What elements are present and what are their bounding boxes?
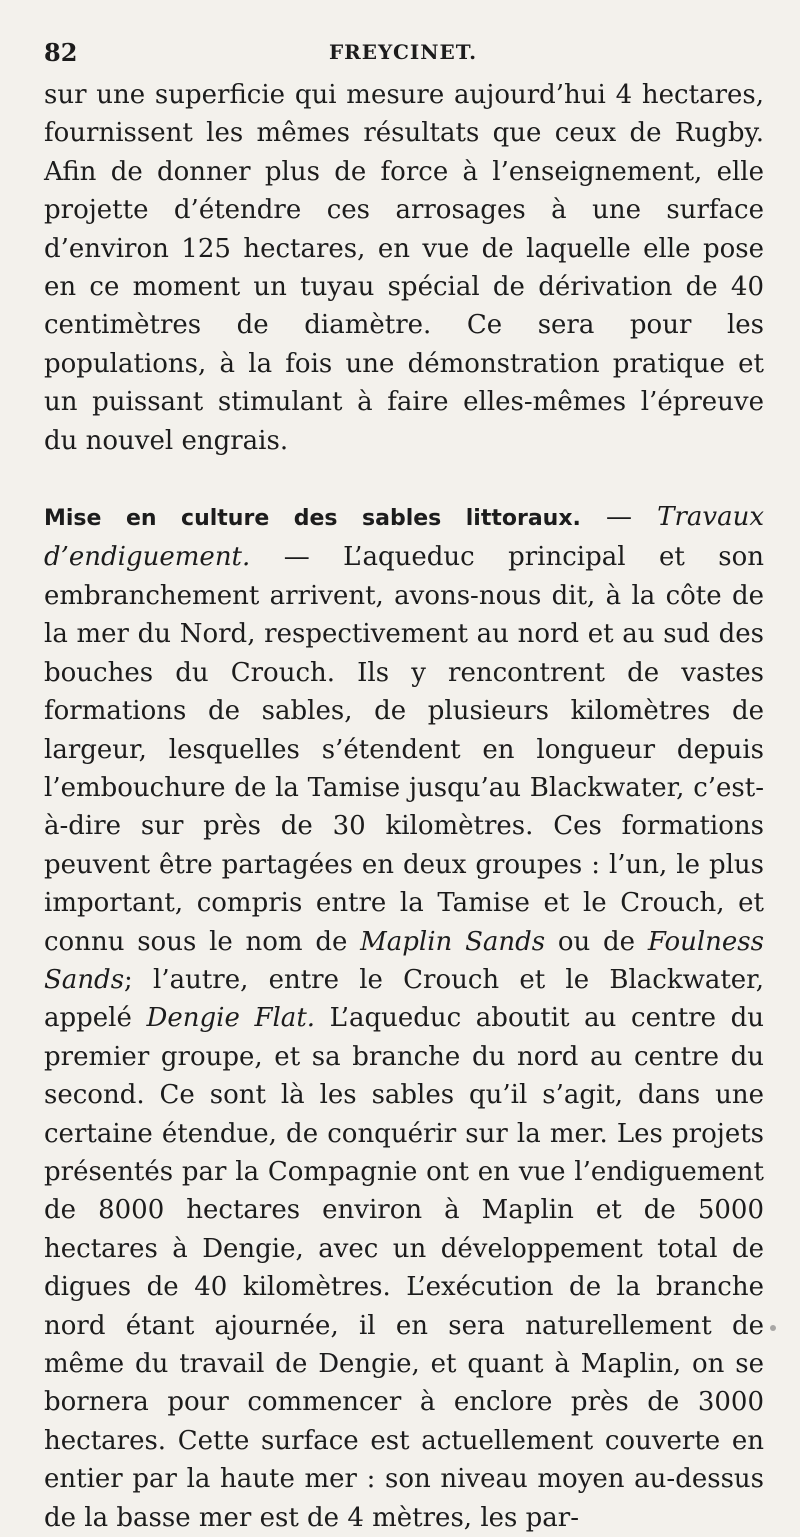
section-text-part-1: — L’aqueduc principal et son embranchement arrivent, avons-nous dit, à la côte de la mer du Nord, respectivement au nord et au sud des bouches du Crouch. Ils y rencontrent de vastes formations de sables, de plusieurs kilomètres de largeur, lesquelles s’étendent en longueur depuis l’embouchure de la Tamise jusqu’au Blackwater, c’est-à-dire sur près de 30 kilomètres. Ces formations peuvent être partagées en deux groupes : l’un, le plus important, compris entre la Tamise et le Crouch, et connu sous le nom de: [44, 542, 764, 957]
section-text-part-3: L’aqueduc aboutit au centre du premier groupe, et sa branche du nord au centre du second. Ce sont là les sables qu’il s’agit, dans une certaine étendue, de conquérir sur la mer. Les projets présentés par la Compagnie ont en vue l’endiguement de 8000 hectares environ à Maplin et de 5000 hectares à Dengie, avec un développement total de digues de 40 kilomètres. L’exécution de la branche nord étant ajournée, il en sera naturellement de même du travail de Dengie, et quant à Maplin, on se bornera pour commencer à enclore près de 3000 hectares. Cette surface est actuellement couverte en entier par la haute mer : son niveau moyen au-dessus de la basse mer est de 4 mètres, les par-: [44, 1003, 764, 1533]
body-text: [44, 76, 764, 1537]
heading-dash: —: [606, 502, 633, 533]
paragraph-sables-littoraux: [44, 498, 764, 1537]
section-text-part-2: ; l’autre, entre le Crouch et le Blackwater, appelé: [44, 964, 764, 1034]
place-maplin-sands: Maplin Sands: [360, 926, 546, 957]
section-text-ou-de: ou de: [557, 926, 636, 957]
place-foulness-sands: Foulness Sands: [44, 926, 764, 995]
running-head: FREYCINET.: [328, 40, 478, 64]
place-dengie-flat: Dengie Flat.: [146, 1003, 316, 1034]
paragraph-intro: sur une superficie qui mesure aujourd’hui 4 hectares, fournissent les mêmes résultats que ceux de Rugby. Afin de donner plus de force à l’enseignement, elle projette d’étendre ces arrosages à une surface d’environ 125 hectares, en vue de laquelle elle pose en ce moment un tuyau spécial de dérivation de 40 centimètres de diamètre. Ce sera pour les populations, à la fois une démonstration pratique et un puissant stimulant à faire elles-mêmes l’épreuve du nouvel engrais.: [44, 80, 764, 456]
section-heading: Mise en culture des sables littoraux.: [44, 506, 581, 532]
section-subheading: Travaux d’endiguement.: [44, 502, 765, 573]
page-number: 82: [44, 38, 78, 67]
ink-speck: [770, 1325, 776, 1331]
page-header: [44, 38, 762, 74]
